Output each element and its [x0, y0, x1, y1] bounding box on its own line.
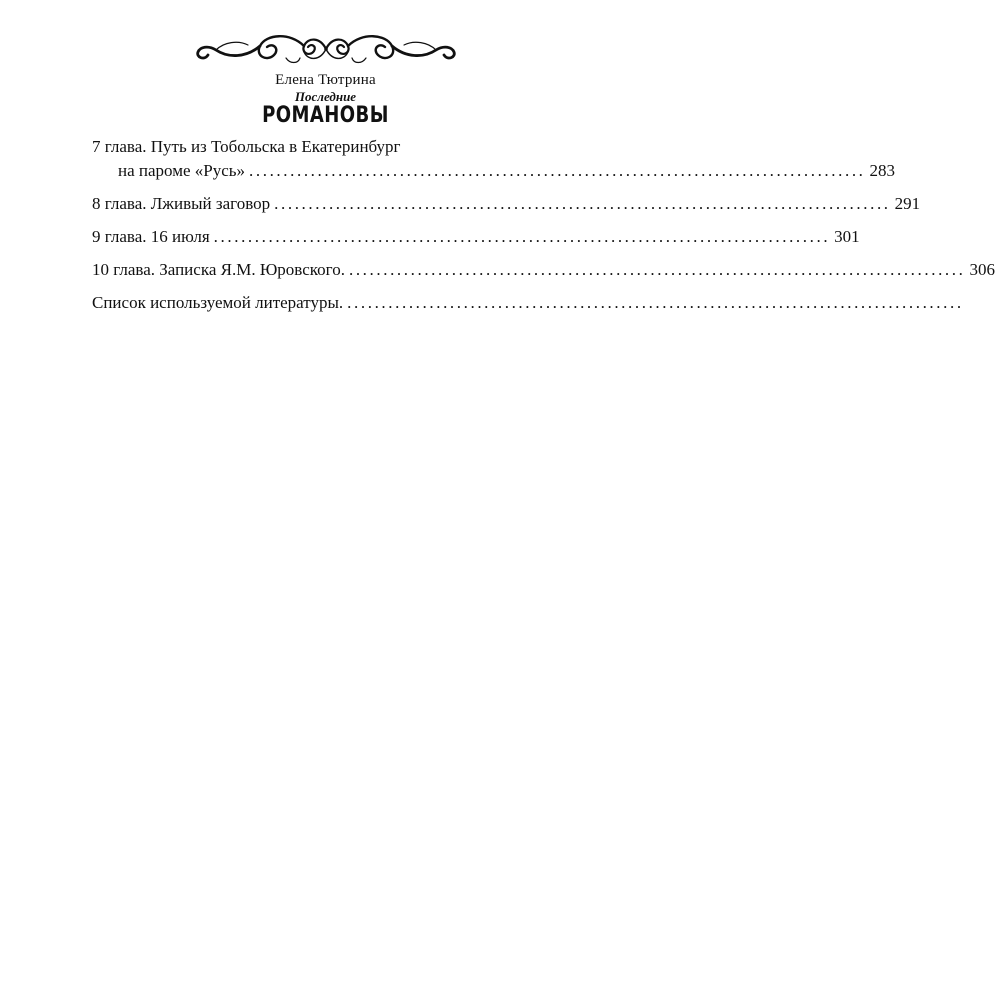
book-author: Елена Тютрина [275, 72, 376, 88]
toc-entry-chapter-8 [92, 192, 921, 216]
toc-leader-dots: .......................................................................................... [249, 161, 866, 180]
book-title: РОМАНОВЫ [262, 103, 389, 128]
toc-entry-text: 8 глава. Лживый заговор [92, 194, 271, 213]
book-subtitle: Последние [294, 89, 357, 104]
toc-entry-text: 9 глава. 16 июля [92, 227, 210, 246]
toc-leader-dots: .......................................................................................... [347, 293, 964, 312]
toc-page-number: 283 [869, 161, 896, 180]
toc-entry-text: 7 глава. Путь из Тобольска в Екатеринбург [92, 137, 401, 156]
toc-entry-chapter-10 [92, 258, 995, 282]
toc-entry-text: Список используемой литературы. [92, 293, 344, 312]
toc-page-number: 306 [969, 260, 995, 279]
toc-page-number: 291 [894, 194, 921, 213]
toc-entry-bibliography [92, 291, 964, 315]
toc-leader-dots: .......................................................................................... [213, 227, 831, 246]
toc-entry-text: 10 глава. Записка Я.М. Юровского. [92, 260, 345, 279]
toc-entry-chapter-9 [92, 225, 860, 249]
toc-page-number: 301 [834, 227, 860, 246]
table-of-contents [92, 135, 995, 315]
toc-entry-text-continued: на пароме «Русь» [118, 161, 246, 180]
toc-leader-dots: .......................................................................................... [348, 260, 966, 279]
toc-entry-chapter-7 [92, 135, 896, 183]
flourish-ornament-icon [194, 28, 458, 70]
toc-leader-dots: .......................................................................................... [274, 194, 891, 213]
running-header [0, 28, 651, 128]
